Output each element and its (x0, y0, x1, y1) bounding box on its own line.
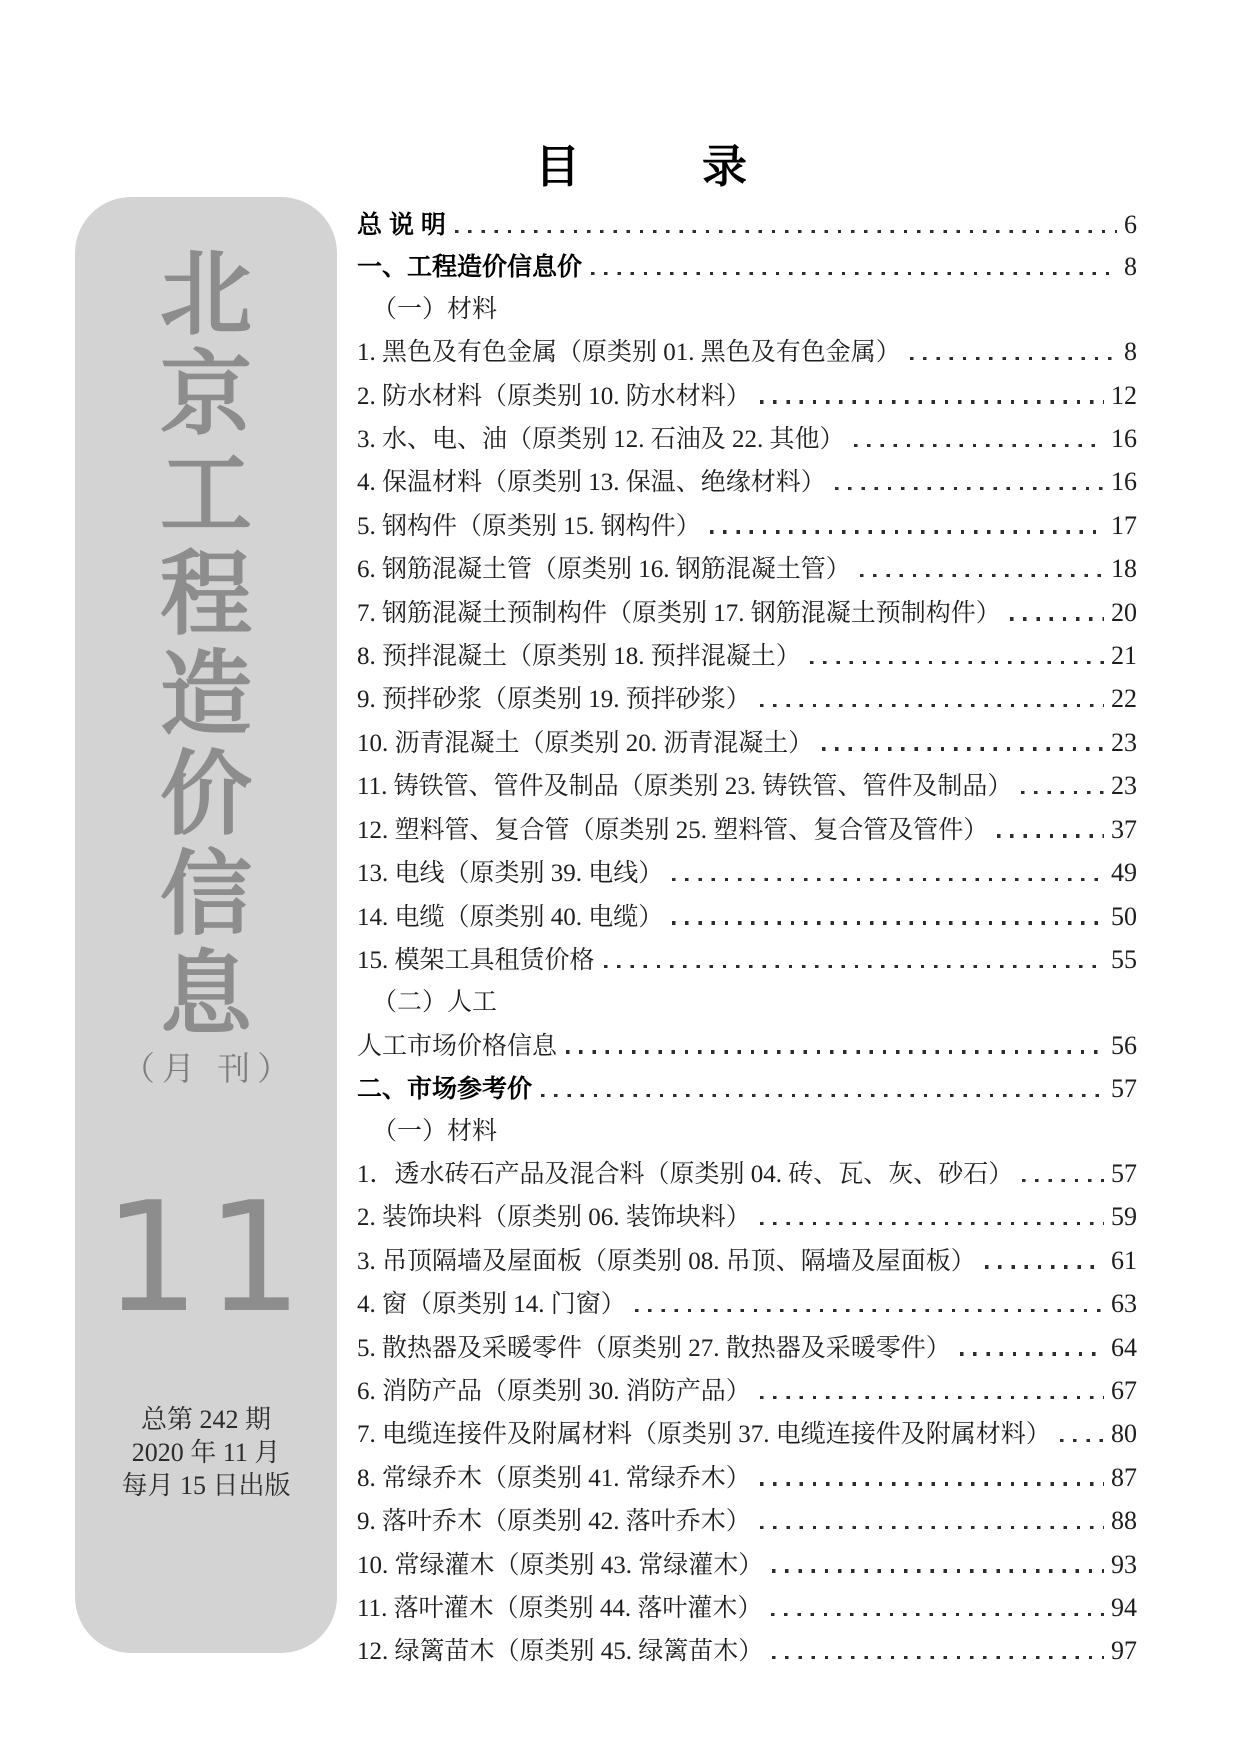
toc-entry-label: 7. 钢筋混凝土预制构件（原类别 17. 钢筋混凝土预制构件） (357, 599, 1001, 627)
dot-leader (760, 1222, 1104, 1225)
toc-entry-label: 5. 钢构件（原类别 15. 钢构件） (357, 512, 701, 540)
toc-entry (357, 418, 1137, 461)
toc-entry (357, 1111, 1137, 1153)
toc-entry (357, 505, 1137, 548)
dot-leader (854, 444, 1104, 447)
toc-entry-label: 15. 模架工具租赁价格 (357, 946, 595, 974)
toc-entry (357, 939, 1137, 982)
toc-entry (357, 375, 1137, 418)
dot-leader (860, 574, 1104, 577)
toc-entry (357, 809, 1137, 852)
toc-entry-label: 8. 预拌混凝土（原类别 18. 预拌混凝土） (357, 643, 801, 671)
page-number: 18 (1111, 554, 1137, 584)
toc-entry (357, 635, 1137, 678)
toc-entry-label: 8. 常绿乔木（原类别 41. 常绿乔木） (357, 1464, 751, 1492)
issue-info-line: 总第 242 期 (140, 1405, 271, 1434)
dot-leader (822, 747, 1104, 750)
dot-leader (455, 230, 1117, 233)
dot-leader (760, 704, 1104, 707)
page-number: 80 (1111, 1419, 1137, 1449)
toc-entry-label: 5. 散热器及采暖零件（原类别 27. 散热器及采暖零件） (357, 1334, 951, 1362)
dot-leader (771, 1613, 1104, 1616)
journal-subtitle: （月 刊） (121, 1052, 298, 1088)
toc-entry-label: 14. 电缆（原类别 40. 电缆） (357, 903, 664, 931)
page-number: 8 (1124, 337, 1137, 367)
page-number: 17 (1111, 510, 1137, 540)
page-number: 12 (1111, 380, 1137, 410)
dot-leader (1021, 791, 1104, 794)
dot-leader (604, 965, 1104, 968)
toc-entry-label: 人工市场价格信息 (357, 1032, 558, 1060)
dot-leader (810, 661, 1104, 664)
toc-entry (357, 852, 1137, 895)
toc-entry-label: 1．透水砖石产品及混合料（原类别 04. 砖、瓦、灰、砂石） (357, 1160, 1014, 1188)
toc-entry-label: 10. 沥青混凝土（原类别 20. 沥青混凝土） (357, 729, 814, 757)
page-number: 56 (1111, 1030, 1137, 1060)
toc-entry (357, 1240, 1137, 1283)
toc-entry (357, 1544, 1137, 1587)
issue-number: 11 (103, 1169, 309, 1346)
toc-entry (357, 1196, 1137, 1239)
toc-entry (357, 204, 1137, 246)
page-number: 63 (1111, 1289, 1137, 1319)
toc-entry-label: 3. 水、电、油（原类别 12. 石油及 22. 其他） (357, 426, 845, 454)
toc-entry-label: 2. 装饰块料（原类别 06. 装饰块料） (357, 1204, 751, 1232)
journal-title-char: 程 (159, 544, 252, 646)
dot-leader (760, 1396, 1104, 1399)
toc-title-char-left: 目 (535, 142, 581, 192)
page-number: 21 (1111, 641, 1137, 671)
toc-entry-label: 11. 铸铁管、管件及制品（原类别 23. 铸铁管、管件及制品） (357, 773, 1013, 801)
toc-entry-label: 6. 钢筋混凝土管（原类别 16. 钢筋混凝土管） (357, 556, 851, 584)
toc-entry (357, 896, 1137, 939)
toc-entry (357, 1153, 1137, 1196)
page-number: 8 (1124, 252, 1137, 282)
dot-leader (772, 1656, 1104, 1659)
journal-cover-strip (75, 197, 337, 1653)
toc-entry (357, 1413, 1137, 1456)
toc-list (357, 204, 1137, 1674)
toc-entry (357, 1457, 1137, 1500)
dot-leader (760, 400, 1104, 403)
dot-leader (772, 1569, 1104, 1572)
toc-entry-label: 2. 防水材料（原类别 10. 防水材料） (357, 382, 751, 410)
toc-entry (357, 1283, 1137, 1326)
page-number: 61 (1111, 1245, 1137, 1275)
toc-entry (357, 722, 1137, 765)
page-number: 20 (1111, 597, 1137, 627)
dot-leader (1060, 1439, 1104, 1442)
toc-entry (357, 331, 1137, 374)
issue-info-line: 每月 15 日出版 (121, 1471, 291, 1500)
toc-entry-label: 4. 保温材料（原类别 13. 保温、绝缘材料） (357, 469, 826, 497)
page-number: 97 (1111, 1636, 1137, 1666)
dot-leader (760, 1526, 1104, 1529)
toc-entry-label: 12. 塑料管、复合管（原类别 25. 塑料管、复合管及管件） (357, 816, 989, 844)
toc-entry (357, 246, 1137, 288)
page-number: 16 (1111, 424, 1137, 454)
toc-entry (357, 1025, 1137, 1068)
toc-entry (357, 678, 1137, 721)
page-number: 67 (1111, 1375, 1137, 1405)
toc-entry-label: （二）人工 (372, 989, 498, 1017)
page-number: 23 (1111, 771, 1137, 801)
page-number: 64 (1111, 1332, 1137, 1362)
toc-entry (357, 982, 1137, 1024)
journal-title-char: 信 (159, 844, 252, 946)
journal-title-char: 京 (159, 344, 252, 446)
journal-title-char: 北 (159, 244, 252, 346)
toc-entry-label: 12. 绿篱苗木（原类别 45. 绿篱苗木） (357, 1638, 764, 1666)
toc-entry-label: 7. 电缆连接件及附属材料（原类别 37. 电缆连接件及附属材料） (357, 1421, 1051, 1449)
toc-entry-label: 10. 常绿灌木（原类别 43. 常绿灌木） (357, 1551, 764, 1579)
toc-entry (357, 592, 1137, 635)
page-number: 22 (1111, 684, 1137, 714)
dot-leader (1010, 617, 1104, 620)
dot-leader (1022, 1179, 1104, 1182)
dot-leader (591, 272, 1117, 275)
journal-title-char: 造 (159, 644, 252, 746)
dot-leader (760, 1482, 1104, 1485)
dot-leader (910, 357, 1117, 360)
page-number: 59 (1111, 1202, 1137, 1232)
toc-entry (357, 1500, 1137, 1543)
page-number: 50 (1111, 901, 1137, 931)
journal-title-char: 工 (159, 444, 252, 546)
toc-entry-label: 总 说 明 (357, 211, 446, 239)
toc-entry-label: 3. 吊顶隔墙及屋面板（原类别 08. 吊顶、隔墙及屋面板） (357, 1247, 976, 1275)
toc-entry-label: 6. 消防产品（原类别 30. 消防产品） (357, 1377, 751, 1405)
toc-entry-label: 9. 预拌砂浆（原类别 19. 预拌砂浆） (357, 686, 751, 714)
page-number: 6 (1124, 210, 1137, 239)
toc-entry-label: 9. 落叶乔木（原类别 42. 落叶乔木） (357, 1508, 751, 1536)
dot-leader (566, 1050, 1104, 1053)
page-number: 55 (1111, 944, 1137, 974)
page-number: 57 (1111, 1158, 1137, 1188)
toc-entry-label: 13. 电线（原类别 39. 电线） (357, 860, 664, 888)
toc-title-char-right: 录 (702, 142, 748, 192)
dot-leader (710, 530, 1104, 533)
toc-entry-label: 一、工程造价信息价 (357, 253, 583, 282)
journal-title-char: 价 (159, 744, 252, 846)
page-number: 49 (1111, 858, 1137, 888)
page-number: 88 (1111, 1506, 1137, 1536)
toc-entry (357, 1068, 1137, 1110)
toc-entry-label: （一）材料 (372, 1117, 498, 1145)
dot-leader (985, 1265, 1104, 1268)
toc-title (535, 143, 747, 191)
toc-entry (357, 1587, 1137, 1630)
journal-title-char: 息 (159, 944, 252, 1046)
page-number: 23 (1111, 727, 1137, 757)
toc-entry-label: 4. 窗（原类别 14. 门窗） (357, 1291, 626, 1319)
toc-entry (357, 1327, 1137, 1370)
dot-leader (541, 1094, 1104, 1097)
page-number: 37 (1111, 814, 1137, 844)
dot-leader (672, 878, 1104, 881)
toc-entry (357, 548, 1137, 591)
dot-leader (835, 487, 1104, 490)
toc-entry-label: 11. 落叶灌木（原类别 44. 落叶灌木） (357, 1595, 763, 1622)
toc-entry-label: 二、市场参考价 (357, 1075, 533, 1104)
dot-leader (672, 921, 1104, 924)
toc-entry (357, 765, 1137, 808)
issue-info-line: 2020 年 11 月 (131, 1438, 281, 1467)
page-number: 57 (1111, 1074, 1137, 1104)
page-number: 94 (1111, 1593, 1137, 1622)
toc-entry (357, 461, 1137, 504)
dot-leader (960, 1352, 1104, 1355)
page-number: 87 (1111, 1462, 1137, 1492)
toc-entry (357, 289, 1137, 331)
dot-leader (997, 834, 1104, 837)
issue-info (75, 1403, 337, 1502)
dot-leader (635, 1309, 1104, 1312)
journal-title-vertical (75, 245, 337, 1045)
page-number: 93 (1111, 1549, 1137, 1579)
page-number: 16 (1111, 467, 1137, 497)
toc-entry-label: 1. 黑色及有色金属（原类别 01. 黑色及有色金属） (357, 339, 901, 367)
toc-entry (357, 1370, 1137, 1413)
toc-entry-label: （一）材料 (372, 295, 498, 323)
toc-entry (357, 1630, 1137, 1673)
